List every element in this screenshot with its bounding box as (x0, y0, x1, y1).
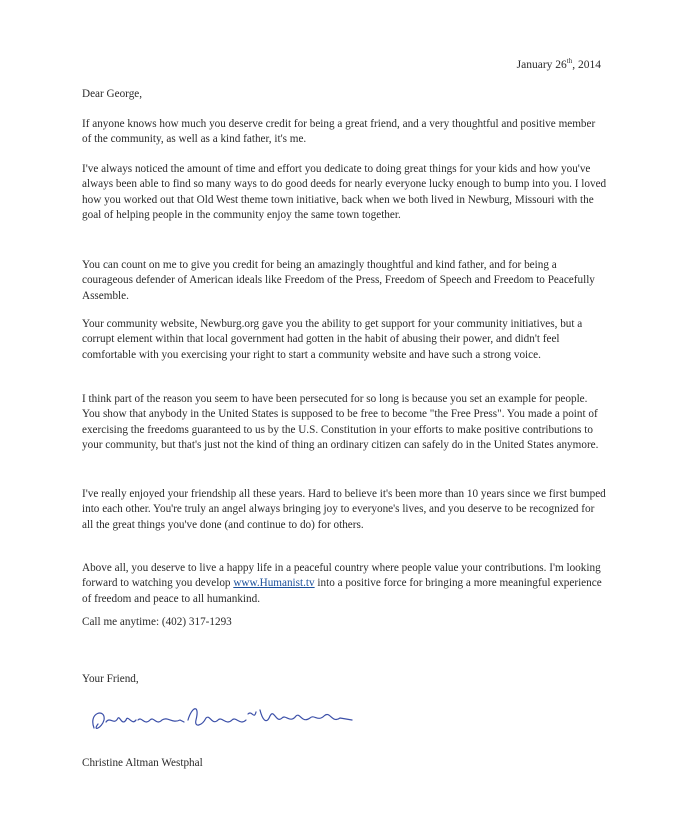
paragraph-5: I think part of the reason you seem to have been persecuted for so long is because you set an example for people. You show that anybody in the United States is supposed to be free to become "the Free Press". You made a point of exercising the freedoms guaranteed to us by the U.S. Constitution in your efforts to make positive contributions to your community, but that's just not the kind of thing an ordinary citizen can safely do in the United States anymore. (82, 393, 599, 451)
salutation: Dear George, (82, 88, 143, 100)
paragraph-4: Your community website, Newburg.org gave you the ability to get support for your community initiatives, but a corrupt element within that local government had gotten in the habit of abusing their power, and didn't feel comfortable with you exercising your right to start a community website and have such a strong voice. (82, 318, 583, 361)
signer-name: Christine Altman Westphal (82, 757, 203, 769)
date-year: , 2014 (572, 59, 601, 71)
letter-date (0, 59, 601, 71)
paragraph-1: If anyone knows how much you deserve credit for being a great friend, and a very thoughtful and positive member of the community, as well as a kind father, it's me. (82, 118, 596, 146)
date-day: January 26 (516, 59, 567, 71)
closing: Your Friend, (82, 673, 139, 685)
handwritten-signature (84, 698, 364, 744)
paragraph-7 (82, 561, 607, 607)
date-ordinal-suffix: th (566, 57, 573, 66)
paragraph-3: You can count on me to give you credit for being an amazingly thoughtful and kind father, and for being a courageous defender of American ideals like Freedom of the Press, Freedom of Speech and Freedom to Peacefully Assemble. (82, 259, 595, 302)
paragraph-2: I've always noticed the amount of time and effort you dedicate to doing great things for your kids and how you've always been able to find so many ways to do good deeds for nearly everyone lucky enough to bump into you. I loved how you worked out that Old West theme town initiative, back when we both lived in Newburg, Missouri with the goal of helping people in the community enjoy the same town together. (82, 163, 607, 221)
call-line: Call me anytime: (402) 317-1293 (82, 616, 232, 628)
paragraph-7-start: Above all, you deserve to live a happy life in a peaceful country where people value your contributions. I'm looking forward to watching you develop (82, 562, 601, 590)
humanist-link[interactable]: www.Humanist.tv (233, 577, 315, 590)
paragraph-6: I've really enjoyed your friendship all these years. Hard to believe it's been more than 10 years since we first bumped into each other. You're truly an angel always bringing joy to everyone's lives, and you deserve to be recognized for all the great things you've done (and continue to do) for others. (82, 488, 606, 531)
paragraph-7-end: into a positive force for bringing a more meaningful experience of freedom and peace to all humankind. (82, 577, 602, 605)
